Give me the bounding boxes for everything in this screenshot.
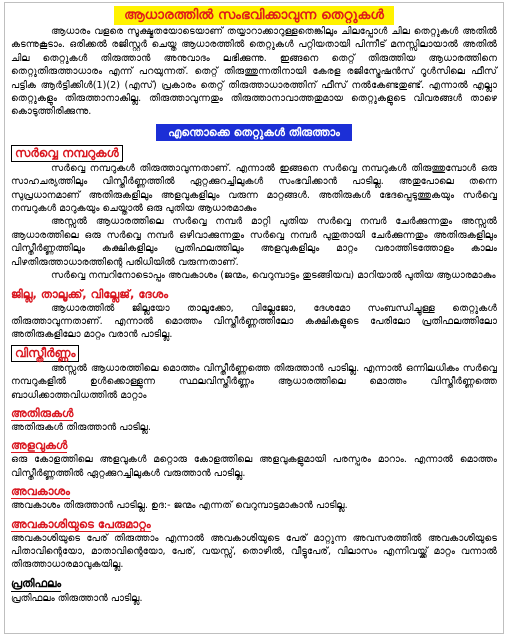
section-banner: എന്തൊക്കെ തെറ്റുകൾ തിരുത്താം bbox=[156, 124, 352, 141]
consideration-heading: പ്രതിഫലം bbox=[11, 576, 62, 590]
survey-paragraph-2: അസ്സൽ ആധാരത്തിലെ സർവ്വെ നമ്പർ മാറ്റി പുതിയ സർവ്വെ നമ്പർ ചേർക്കുന്നതും അസ്സൽ ആധാരത്തിലെ ഒരു സർവ്വെ നമ്പർ ഒഴിവാക്കുന്നതും സർവ്വെ നമ്പർ പുതുതായി ചേർക്കുന്നതും അതിരുകളിലും വിസ്തീർണ്ണത്തിലും കക്ഷികളിലും പ്രതിഫലത്തിലും അളവുകളിലും മാറ്റം വരാത്തിടത്തോളം കാലം പിഴതിരുത്താധാരത്തിന്റെ പരിധിയിൽ വരുന്നതാണ്. bbox=[11, 216, 497, 268]
consideration-paragraph: പ്രതിഫലം തിരുത്താൻ പാടില്ല. bbox=[11, 592, 143, 604]
right-heading: അവകാശം bbox=[11, 484, 70, 499]
district-heading: ജില്ല, താലൂക്ക്, വില്ലേജ്, ദേശം bbox=[11, 286, 169, 301]
survey-paragraph-1: സർവ്വെ നമ്പറുകൾ തിരുത്താവുന്നതാണ്. എന്നാൽ ഇങ്ങനെ സർവ്വെ നമ്പറുകൾ തിരുത്തുമ്പോൾ ഒരു സാഹചര്യത്തിലും വിസ്തീർണ്ണത്തിൽ ഏറ്റക്കുറച്ചിലുകൾ സംഭവിക്കാൻ പാടില്ല. അതുപോലെ തന്നെ സുപ്രധാനമാണ് അതിരുകളിലും അളവുകളിലും വരുന്ന മാറ്റങ്ങൾ. അതിരുകൾ ഭേദപ്പെടുത്തുകയും സർവ്വെ നമ്പറുകൾ മാറുകയും ചെയ്താൽ ഒരു പുതിയ ആധാരമാകും bbox=[11, 162, 497, 215]
boundaries-paragraph: അതിരുകൾ തിരുത്താൻ പാടില്ല. bbox=[11, 421, 151, 433]
banner-wrap bbox=[5, 121, 503, 141]
survey-heading: സർവ്വെ നമ്പറുകൾ bbox=[11, 145, 123, 162]
area-paragraph: അസ്സൽ ആധാരത്തിലെ മൊത്തം വിസ്തീർണ്ണത്തെ തിരുത്താൻ പാടില്ല. എന്നാൽ ഒന്നിലധികം സർവ്വെ നമ്പറുകളിൽ ഉൾക്കൊള്ളുന്ന സ്ഥലവിസ്തീർണ്ണം ആധാരത്തിലെ മൊത്തം വിസ്തീർണ്ണത്തെ ബാധിക്കാത്തവിധത്തിൽ മാറ്റാം bbox=[11, 362, 497, 401]
title-wrap bbox=[5, 4, 503, 25]
measures-heading: അളവുകൾ bbox=[11, 438, 68, 453]
intro-paragraph: ആധാരം വളരെ സൂക്ഷ്മതയോടെയാണ് തയ്യാറാക്കാറുള്ളതെങ്കിലും ചിലപ്പോൾ ചില തെറ്റുകൾ അതിൽ കടന്നുകൂടാം. ഒരിക്കൽ രജിസ്റ്റർ ചെയ്ത ആധാരത്തിൽ തെറ്റുകൾ പറ്റിയതായി പിന്നീട് മനസ്സിലായാൽ അതിൽ ചില തെറ്റുകൾ തിരുത്താൻ അനുവാദം ലഭിക്കുന്നു. ഇങ്ങനെ തെറ്റ് തിരുത്തിയ ആധാരത്തിനെ തെറ്റുതിരുത്താധാരം എന്ന് പറയുന്നത്. തെറ്റ് തിരുത്തുന്നതിനായി കേരള രജിസ്ട്രേഷൻസ് റൂൾസിലെ ഫീസ് പട്ടിക ആർട്ടിക്കിൾ(1)(2) (എസ്) പ്രകാരം തെറ്റ് തിരുത്താധാരത്തിന് ഫീസ് നൽകേണ്ടതുണ്ട്. എന്നാൽ എല്ലാ തെറ്റുകളും തിരുത്താനാകില്ല. തിരുത്താവുന്നതും തിരുത്താനാവാത്തതുമായ തെറ്റുകളുടെ വിവരങ്ങൾ താഴെ കൊടുത്തിരിക്കുന്നു. bbox=[11, 26, 497, 118]
area-heading: വിസ്തീർണ്ണം bbox=[11, 345, 79, 362]
measures-paragraph: ഒരു കോളത്തിലെ അളവുകൾ മറ്റൊരു കോളത്തിലെ അളവുകളുമായി പരസ്പരം മാറാം. എന്നാൽ മൊത്തം വിസ്തീർണ്ണത്തിൽ ഏറ്റക്കുറച്ചിലുകൾ വരുത്താൻ പാടില്ല. bbox=[11, 454, 497, 479]
right-paragraph: അവകാശം തിരുത്താൻ പാടില്ല. ഉദ:- ജന്മം എന്നത് വെറുമ്പാട്ടമാകാൻ പാടില്ല. bbox=[11, 500, 348, 512]
holder-name-paragraph: അവകാശിയുടെ പേര് തിരുത്താം എന്നാൽ അവകാശിയുടെ പേര് മാറ്റുന്ന അവസരത്തിൽ അവകാശിയുടെ പിതാവിന്റെയോ, മാതാവിന്റെയോ, പേര്, വയസ്സ്, തൊഴിൽ, വീട്ടുപേര്, വിലാസം എന്നിവയ്ക്ക് മാറ്റം വന്നാൽ തിരുത്താധാരമാവുകയില്ല. bbox=[11, 532, 497, 571]
district-paragraph: ആധാരത്തിൽ ജില്ലയോ താലൂക്കോ, വില്ലേജോ, ദേശമോ സംബന്ധിച്ചുള്ള തെറ്റുകൾ തിരുത്താവുന്നതാണ്. എന്നാൽ മൊത്തം വിസ്തീർണ്ണത്തിലോ കക്ഷികളുടെ പേരിലോ പ്രതിഫലത്തിലോ അതിരുകളിലോ മാറ്റം വരാൻ പാടില്ല. bbox=[11, 302, 497, 341]
document-page bbox=[4, 2, 504, 634]
boundaries-heading: അതിരുകൾ bbox=[11, 405, 74, 420]
survey-paragraph-3: സർവ്വെ നമ്പറിനോടൊപ്പം അവകാശം (ജന്മം, വെറുമ്പാട്ടം തുടങ്ങിയവ) മാറിയാൽ പുതിയ ആധാരമാകും bbox=[51, 270, 496, 282]
holder-name-heading: അവകാശിയുടെ പേരുമാറ്റം bbox=[11, 516, 151, 531]
page-title: ആധാരത്തിൽ സംഭവിക്കാവുന്ന തെറ്റുകൾ bbox=[114, 6, 394, 25]
